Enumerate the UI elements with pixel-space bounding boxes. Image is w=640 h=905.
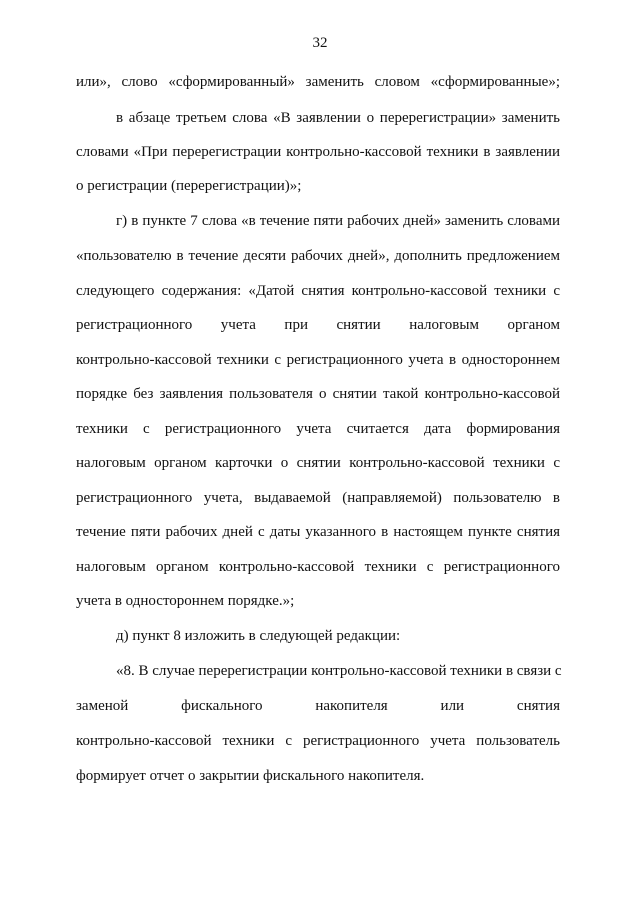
text-line: учета в одностороннем порядке.»; <box>76 593 295 609</box>
text-line: в абзаце третьем слова «В заявлении о перерегистрации» заменить <box>116 110 560 126</box>
text-line: следующего содержания: «Датой снятия контрольно-кассовой техники с <box>76 283 560 299</box>
text-line: д) пункт 8 изложить в следующей редакции: <box>116 628 401 644</box>
text-line: регистрационного учета, выдаваемой (направляемой) пользователю в <box>76 490 560 506</box>
text-line: налоговым органом контрольно-кассовой техники с регистрационного <box>76 559 560 575</box>
text-line: о регистрации (перерегистрации)»; <box>76 178 302 194</box>
text-line: течение пяти рабочих дней с даты указанного в настоящем пункте снятия <box>76 524 560 540</box>
text-line: «8. В случае перерегистрации контрольно-кассовой техники в связи с <box>116 663 562 679</box>
text-line: г) в пункте 7 слова «в течение пяти рабочих дней» заменить словами <box>116 213 560 229</box>
text-line: заменой фискального накопителя или снятия <box>76 698 560 714</box>
text-line: порядке без заявления пользователя о снятии такой контрольно-кассовой <box>76 386 560 402</box>
page-number: 32 <box>312 35 328 51</box>
text-line: налоговым органом карточки о снятии контрольно-кассовой техники с <box>76 455 560 471</box>
text-line: или», слово «сформированный» заменить словом «сформированные»; <box>76 74 560 90</box>
text-line: контрольно-кассовой техники с регистрационного учета пользователь <box>76 733 560 749</box>
text-line: «пользователю в течение десяти рабочих дней», дополнить предложением <box>76 248 560 264</box>
text-line: техники с регистрационного учета считается дата формирования <box>76 421 560 437</box>
text-line: контрольно-кассовой техники с регистрационного учета в одностороннем <box>76 352 560 368</box>
text-line: словами «При перерегистрации контрольно-кассовой техники в заявлении <box>76 144 560 160</box>
text-line: регистрационного учета при снятии налоговым органом <box>76 317 560 333</box>
text-line: формирует отчет о закрытии фискального накопителя. <box>76 768 425 784</box>
